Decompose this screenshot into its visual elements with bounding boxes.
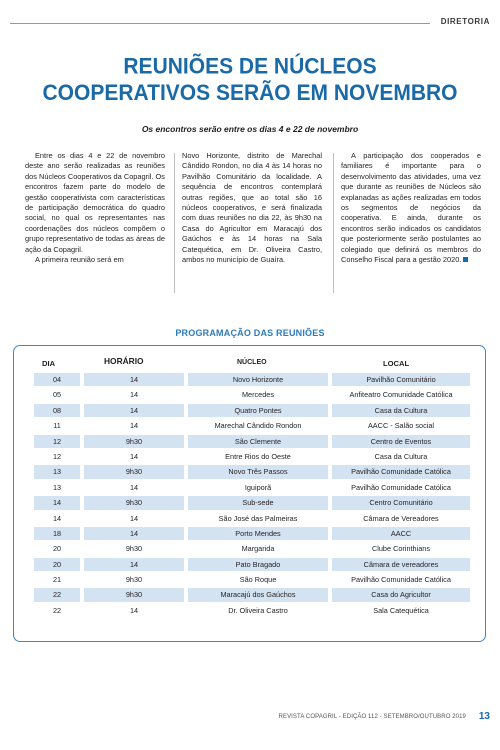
- body-paragraph: Novo Horizonte, distrito de Marechal Cândido Rondon, no dia 4 às 14 horas no Pavilhão Comunitário da localidade. A sequência de encontros contemplará outras regiões, que ao total são 16 núcleos cooperativos, e será finalizada com duas reuniões no dia 22, às 9h30 na Casa do Agricultor em Maracajú dos Gaúchos e às 14 horas na Sala Catequética, em Dr. Oliveira Castro, ambos no município de Guaíra.: [182, 151, 322, 265]
- column-divider: [174, 153, 175, 293]
- cell-horario: 9h30: [84, 435, 184, 448]
- cell-local: Sala Catequética: [373, 605, 429, 615]
- cell-dia: 22: [34, 588, 80, 601]
- cell-dia: 08: [34, 404, 80, 417]
- page-footer: [0, 711, 500, 725]
- header-dia: DIA: [42, 359, 56, 368]
- article-subtitle: Os encontros serão entre os dias 4 e 22 de novembro: [141, 124, 359, 134]
- header-local: LOCAL: [383, 359, 410, 368]
- cell-dia: 22: [52, 605, 62, 615]
- body-paragraph: A primeira reunião será em: [35, 255, 124, 265]
- cell-local: Casa da Cultura: [374, 451, 428, 461]
- cell-nucleo: Margarida: [241, 544, 275, 554]
- cell-nucleo: Iguiporã: [244, 482, 272, 492]
- cell-local: Pavilhão Comunitário: [332, 373, 470, 386]
- cell-horario: 9h30: [125, 575, 143, 585]
- header-horario: HORÁRIO: [104, 356, 144, 366]
- cell-dia: 20: [52, 544, 62, 554]
- table-row: [34, 512, 470, 527]
- table-row: [34, 419, 470, 434]
- header-rule: [10, 23, 430, 24]
- cell-horario: 14: [129, 605, 139, 615]
- cell-nucleo: Porto Mendes: [188, 527, 328, 540]
- table-row: [34, 388, 470, 403]
- table-row: [34, 404, 470, 419]
- body-column-2: [182, 151, 322, 265]
- cell-horario: 14: [84, 527, 184, 540]
- cell-nucleo: Maracajú dos Gaúchos: [188, 588, 328, 601]
- cell-nucleo: Entre Rios do Oeste: [225, 451, 291, 461]
- cell-local: Casa do Agricultor: [332, 588, 470, 601]
- table-row: [34, 435, 470, 450]
- body-paragraph: [341, 151, 481, 265]
- cell-local: Centro Comunitário: [332, 496, 470, 509]
- header-nucleo: NÚCLEO: [237, 359, 267, 366]
- cell-dia: 18: [34, 527, 80, 540]
- table-row: [34, 573, 470, 588]
- cell-dia: 12: [52, 451, 62, 461]
- cell-dia: 14: [34, 496, 80, 509]
- table-row: [34, 558, 470, 573]
- body-column-3: [341, 151, 481, 265]
- cell-local: AACC: [332, 527, 470, 540]
- cell-local: Câmara de Vereadores: [363, 513, 439, 523]
- article-title: [0, 54, 500, 107]
- cell-nucleo: Novo Três Passos: [188, 465, 328, 478]
- cell-local: Câmara de vereadores: [332, 558, 470, 571]
- cell-horario: 9h30: [84, 588, 184, 601]
- body-paragraph-text: A participação dos cooperados e familiares é importante para o desenvolvimento das atividades, uma vez que durante as reuniões de Núcleos são explanadas as ações realizadas em todos os segmentos de negócios da cooperativa. E ainda, durante os encontros serão indicados os candidatos que posteriormente serão postulantes ao colegiado que definirá os membros do Conselho Fiscal para a gestão 2020.: [341, 151, 481, 265]
- cell-dia: 21: [52, 575, 62, 585]
- cell-horario: 9h30: [84, 496, 184, 509]
- cell-local: Casa da Cultura: [332, 404, 470, 417]
- table-row: [34, 481, 470, 496]
- cell-horario: 14: [129, 482, 139, 492]
- cell-dia: 14: [52, 513, 62, 523]
- cell-dia: 05: [52, 390, 62, 400]
- cell-horario: 9h30: [84, 465, 184, 478]
- cell-horario: 9h30: [125, 544, 143, 554]
- cell-horario: 14: [129, 390, 139, 400]
- page-number: 13: [478, 711, 490, 722]
- article-body: [25, 151, 481, 326]
- table-row: [34, 542, 470, 557]
- cell-nucleo: Sub-sede: [188, 496, 328, 509]
- cell-nucleo: Mercedes: [241, 390, 275, 400]
- cell-horario: 14: [129, 513, 139, 523]
- cell-dia: 11: [53, 421, 61, 431]
- cell-nucleo: São Roque: [239, 575, 277, 585]
- cell-dia: 13: [52, 482, 62, 492]
- table-row: [34, 604, 470, 619]
- article-title-line-1: REUNIÕES DE NÚCLEOS: [123, 54, 377, 79]
- cell-horario: 14: [129, 421, 139, 431]
- table-row: [34, 450, 470, 465]
- cell-nucleo: São José das Palmeiras: [218, 513, 298, 523]
- article-title-line-2: COOPERATIVOS SERÃO EM NOVEMBRO: [42, 81, 458, 106]
- page-header: [0, 14, 500, 32]
- cell-local: Pavilhão Comunidade Católica: [351, 575, 451, 585]
- cell-horario: 14: [84, 373, 184, 386]
- table-row: [34, 496, 470, 511]
- cell-horario: 14: [84, 558, 184, 571]
- cell-nucleo: Dr. Oliveira Castro: [228, 605, 288, 615]
- cell-horario: 14: [129, 451, 139, 461]
- table-row: [34, 373, 470, 388]
- cell-dia: 20: [34, 558, 80, 571]
- end-of-article-square-icon: [463, 257, 468, 262]
- column-divider: [333, 153, 334, 293]
- cell-nucleo: Marechal Cândido Rondon: [214, 421, 302, 431]
- schedule-header-row: [34, 356, 470, 371]
- cell-nucleo: São Clemente: [188, 435, 328, 448]
- cell-local: Centro de Eventos: [332, 435, 470, 448]
- publication-info: REVISTA COPAGRIL - EDIÇÃO 112 - SETEMBRO/OUTUBRO 2019: [278, 714, 466, 720]
- cell-nucleo: Quatro Pontes: [188, 404, 328, 417]
- cell-dia: 13: [34, 465, 80, 478]
- table-row: [34, 527, 470, 542]
- schedule-rows: [34, 373, 470, 619]
- cell-horario: 14: [84, 404, 184, 417]
- table-row: [34, 588, 470, 603]
- cell-local: Pavilhão Comunidade Católica: [351, 482, 451, 492]
- cell-local: Anfiteatro Comunidade Católica: [349, 390, 453, 400]
- schedule-title: PROGRAMAÇÃO DAS REUNIÕES: [175, 328, 325, 338]
- section-label: DIRETORIA: [440, 17, 490, 26]
- cell-dia: 12: [34, 435, 80, 448]
- cell-nucleo: Novo Horizonte: [188, 373, 328, 386]
- cell-local: AACC - Salão social: [367, 421, 435, 431]
- cell-local: Pavilhão Comunidade Católica: [332, 465, 470, 478]
- body-paragraph: Entre os dias 4 e 22 de novembro deste ano serão realizadas as reuniões dos Núcleos Cooperativos da Copagril. Os encontros fazem parte do modelo de gestão cooperativista com características de participação democrática do quadro social, no qual os representantes nas coordenações dos núcleos compõem o grupo representativo de todas as áreas de ação da Copagril.: [25, 151, 165, 254]
- cell-local: Clube Corinthians: [371, 544, 430, 554]
- cell-dia: 04: [34, 373, 80, 386]
- table-row: [34, 465, 470, 480]
- body-column-1: [25, 151, 165, 265]
- cell-nucleo: Pato Bragado: [188, 558, 328, 571]
